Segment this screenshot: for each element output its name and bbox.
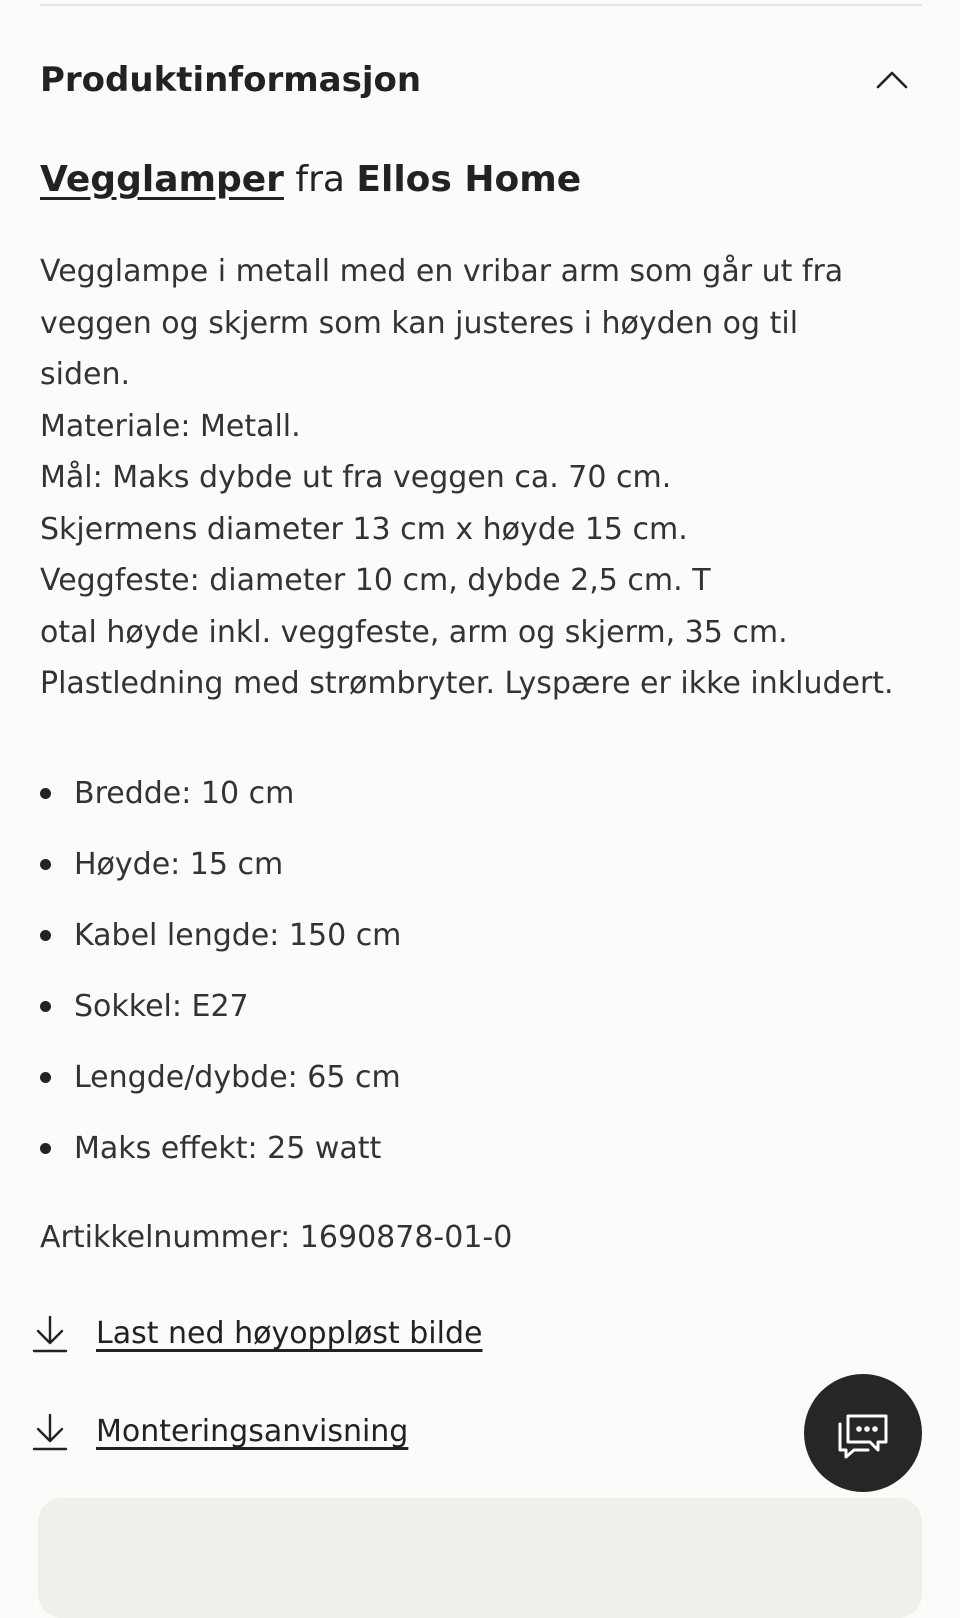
bullet-icon [40, 1001, 51, 1012]
product-info-header[interactable] [40, 52, 920, 108]
article-number: Artikkelnummer: 1690878-01-0 [40, 1220, 513, 1255]
category-link[interactable]: Vegglamper [40, 159, 284, 200]
download-icon [32, 1314, 68, 1354]
download-label[interactable]: Monteringsanvisning [96, 1414, 409, 1449]
brand-name: Ellos Home [356, 159, 582, 200]
description-line: Plastledning med strømbryter. Lyspære er ikke inkludert. [40, 666, 894, 701]
bullet-icon [40, 859, 51, 870]
product-description [40, 246, 940, 710]
bullet-icon [40, 1143, 51, 1154]
spec-item [40, 900, 401, 971]
top-divider [40, 4, 922, 6]
spec-text: Maks effekt: 25 watt [74, 1131, 382, 1166]
spec-list [40, 758, 401, 1184]
description-line: Skjermens diameter 13 cm x høyde 15 cm. [40, 511, 688, 547]
spec-text: Kabel lengde: 150 cm [74, 918, 402, 953]
description-line: Materiale: Metall. [40, 408, 301, 444]
download-icon [32, 1412, 68, 1452]
description-line: siden. [40, 357, 131, 392]
spec-text: Sokkel: E27 [74, 989, 249, 1024]
product-category-line [40, 152, 581, 208]
description-line: otal høyde inkl. veggfeste, arm og skjerm, 35 cm. [40, 614, 788, 650]
spec-text: Lengde/dybde: 65 cm [74, 1060, 401, 1095]
spec-item [40, 971, 401, 1042]
spec-item [40, 1113, 401, 1184]
bottom-card [38, 1498, 922, 1618]
description-line: Veggfeste: diameter 10 cm, dybde 2,5 cm. T [40, 563, 711, 598]
from-word: fra [295, 159, 345, 200]
bullet-icon [40, 1072, 51, 1083]
section-title: Produktinformasjon [40, 60, 422, 100]
chat-icon [834, 1404, 892, 1462]
spec-item [40, 829, 401, 900]
spec-text: Høyde: 15 cm [74, 847, 284, 882]
description-line: Vegglampe i metall med en vribar arm som går ut fra [40, 254, 844, 289]
download-label[interactable]: Last ned høyoppløst bilde [96, 1316, 483, 1351]
bullet-icon [40, 930, 51, 941]
bullet-icon [40, 788, 51, 799]
collapse-toggle-button[interactable] [872, 60, 912, 100]
description-line: veggen og skjerm som kan justeres i høyden og til [40, 305, 799, 341]
spec-item [40, 1042, 401, 1113]
chevron-up-icon [872, 60, 912, 100]
spec-item [40, 758, 401, 829]
description-line: Mål: Maks dybde ut fra veggen ca. 70 cm. [40, 460, 672, 495]
chat-button[interactable] [804, 1374, 922, 1492]
spec-text: Bredde: 10 cm [74, 776, 295, 811]
